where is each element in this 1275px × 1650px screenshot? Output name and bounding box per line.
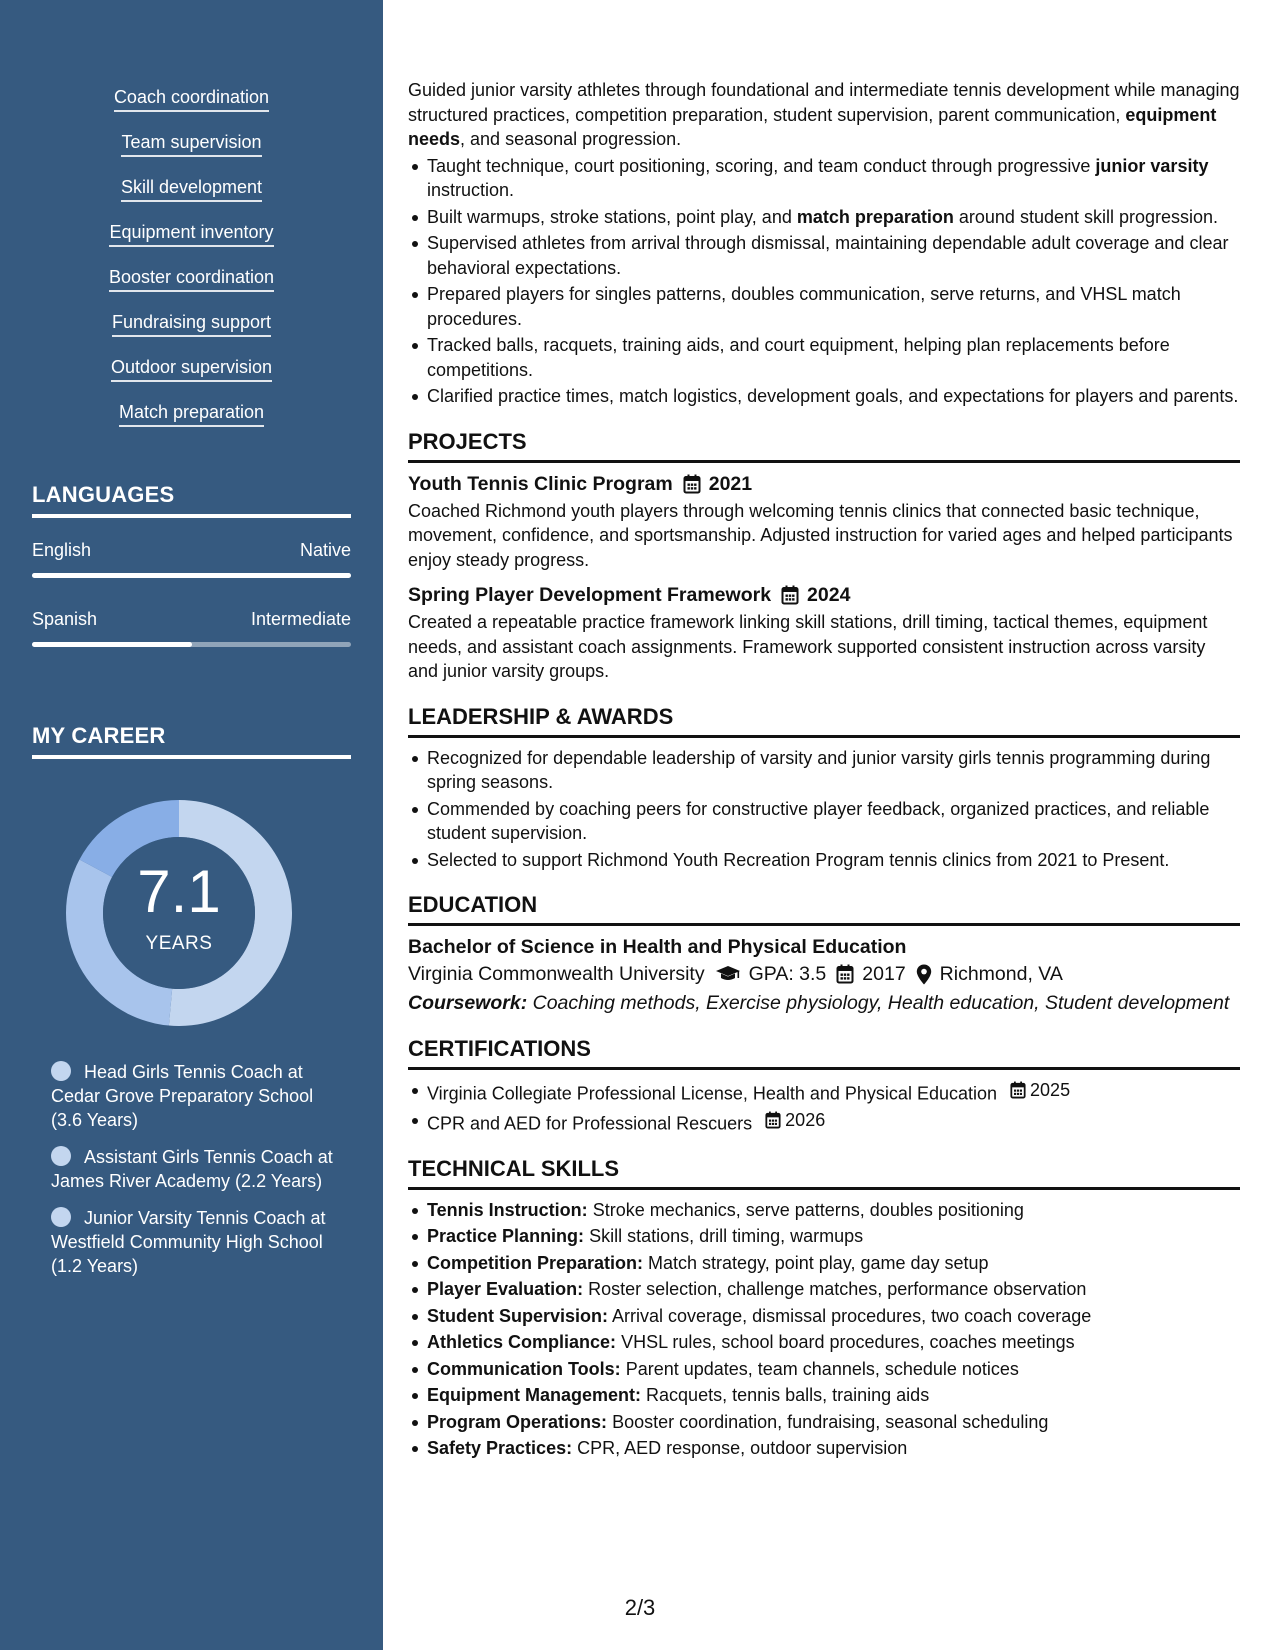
- project-year: 2024: [807, 584, 851, 606]
- projects-heading: PROJECTS: [408, 429, 1240, 463]
- technical-skill-item: [408, 1436, 1240, 1461]
- education-location: [916, 960, 1063, 988]
- technical-skills-list: [408, 1198, 1240, 1461]
- project-year: 2021: [708, 472, 753, 495]
- experience-intro-text: Guided junior varsity athletes through foundational and intermediate tennis development while managing structured practices, competition preparation, student supervision, parent communication,: [408, 80, 1240, 125]
- career-dot: [51, 1146, 71, 1166]
- graduation-cap-icon: [715, 965, 741, 983]
- gpa: [715, 960, 827, 988]
- bullet-text: Taught technique, court positioning, scoring, and team conduct through progressive: [427, 155, 1096, 176]
- bullet-bold: junior varsity: [1095, 155, 1209, 176]
- technical-skill-item: [408, 1357, 1240, 1382]
- career-dot: [51, 1061, 71, 1081]
- leadership-section: [408, 704, 1240, 873]
- coursework-label: Coursework:: [408, 992, 528, 1014]
- main-content: [408, 78, 1240, 1463]
- language-proficiency-bar: [32, 642, 351, 647]
- education-year: [836, 960, 905, 988]
- degree-title: [408, 934, 1240, 960]
- experience-bullets: [408, 154, 1240, 409]
- calendar-icon: [765, 1111, 781, 1129]
- project-title: Youth Tennis Clinic Program: [408, 472, 673, 495]
- experience-section: [408, 78, 1240, 409]
- leadership-heading: LEADERSHIP & AWARDS: [408, 704, 1240, 738]
- certification-year: 2026: [785, 1109, 826, 1130]
- skill-value: CPR, AED response, outdoor supervision: [577, 1438, 908, 1458]
- leadership-bullets: [408, 746, 1240, 873]
- skill-value: VHSL rules, school board procedures, coaches meetings: [621, 1332, 1075, 1352]
- calendar-icon: [836, 964, 854, 984]
- bullet-text: instruction.: [427, 180, 515, 200]
- skill-label: Communication Tools:: [427, 1358, 621, 1379]
- skill-value: Skill stations, drill timing, warmups: [589, 1226, 864, 1246]
- career-item: [51, 1145, 341, 1193]
- skill-label: Student Supervision:: [427, 1305, 609, 1326]
- skill-label: Competition Preparation:: [427, 1252, 644, 1273]
- bullet-bold: match preparation: [796, 206, 954, 227]
- certifications-list: [408, 1078, 1240, 1136]
- calendar-icon: [781, 585, 799, 605]
- experience-intro-bold: equipment needs: [408, 104, 1217, 149]
- certifications-section: [408, 1036, 1240, 1136]
- skill-value: Roster selection, challenge matches, performance observation: [588, 1279, 1087, 1299]
- language-name: Spanish: [32, 609, 98, 629]
- bullet-text: Prepared players for singles patterns, doubles communication, serve returns, and VHSL match procedures.: [427, 284, 1181, 329]
- bullet-text: Supervised athletes from arrival through dismissal, maintaining dependable adult coverage and clear behavioral expectations.: [427, 233, 1229, 278]
- technical-skill-item: [408, 1224, 1240, 1249]
- language-row: [32, 539, 351, 578]
- experience-bullet: [408, 333, 1240, 382]
- page-number: 2/3: [624, 1595, 656, 1620]
- certification-item: [408, 1078, 1240, 1106]
- project-date: [781, 582, 850, 608]
- project-description: Coached Richmond youth players through welcoming tennis clinics that connected basic technique, movement, confidence, and sportsmanship. Adjusted instruction for varied ages and helped participants enjoy steady progress.: [408, 500, 1233, 570]
- project-description: Created a repeatable practice framework linking skill stations, drill timing, tactical themes, equipment needs, and assistant coach assignments. Framework supported consistent instruction across varsity and junior varsity groups.: [408, 612, 1208, 681]
- coursework: [408, 991, 1240, 1016]
- language-proficiency-bar: [32, 573, 351, 578]
- skill-tag: Outdoor supervision: [111, 355, 272, 382]
- skill-value: Parent updates, team channels, schedule notices: [625, 1358, 1019, 1379]
- career-item-text: Assistant Girls Tennis Coach at James River Academy (2.2 Years): [51, 1147, 333, 1191]
- skill-tag: Match preparation: [119, 400, 264, 427]
- coursework-list: Coaching methods, Exercise physiology, Health education, Student development: [532, 992, 1230, 1014]
- skill-value: Racquets, tennis balls, training aids: [646, 1385, 930, 1405]
- technical-skill-item: [408, 1304, 1240, 1329]
- certification-name: CPR and AED for Professional Rescuers: [427, 1113, 753, 1133]
- certifications-heading: CERTIFICATIONS: [408, 1036, 1240, 1070]
- languages-heading: LANGUAGES: [32, 482, 351, 518]
- language-row: [32, 608, 351, 647]
- project-title-row: [408, 471, 1240, 497]
- skill-tag: Coach coordination: [114, 85, 269, 112]
- education-heading: EDUCATION: [408, 892, 1240, 926]
- career-donut-chart: [66, 800, 292, 1026]
- sidebar: [0, 0, 383, 1650]
- career-item-text: Head Girls Tennis Coach at Cedar Grove Preparatory School (3.6 Years): [51, 1062, 314, 1130]
- language-name: English: [32, 540, 92, 560]
- skill-tag: Fundraising support: [112, 310, 271, 337]
- career-total-unit: YEARS: [145, 933, 213, 954]
- education-location-value: Richmond, VA: [939, 963, 1063, 985]
- skill-label: Practice Planning:: [427, 1226, 585, 1246]
- bullet-text: Tracked balls, racquets, training aids, and court equipment, helping plan replacements before competitions.: [427, 335, 1170, 380]
- experience-bullet: [408, 205, 1240, 230]
- skill-label: Program Operations:: [427, 1411, 608, 1432]
- language-proficiency-fill: [32, 573, 351, 578]
- education-meta: [408, 960, 1240, 988]
- education-year-value: 2017: [862, 963, 906, 985]
- technical-skill-item: [408, 1410, 1240, 1435]
- experience-intro-text: , and seasonal progression.: [460, 129, 682, 149]
- skill-value: Booster coordination, fundraising, seasonal scheduling: [612, 1411, 1049, 1432]
- career-heading: MY CAREER: [32, 723, 351, 759]
- career-dot: [51, 1207, 71, 1227]
- certification-name: Virginia Collegiate Professional License, Health and Physical Education: [427, 1083, 998, 1104]
- project-title-row: [408, 582, 1240, 608]
- calendar-icon: [1010, 1081, 1026, 1099]
- school-name: Virginia Commonwealth University: [408, 963, 705, 985]
- certification-date: [1010, 1078, 1070, 1103]
- technical-skill-item: [408, 1330, 1240, 1355]
- certification-date: [765, 1108, 825, 1133]
- career-item: [51, 1206, 341, 1278]
- technical-skill-item: [408, 1251, 1240, 1276]
- skill-value: Match strategy, point play, game day setup: [648, 1252, 989, 1273]
- experience-bullet: [408, 282, 1240, 331]
- skill-label: Athletics Compliance:: [427, 1332, 617, 1352]
- certification-year: 2025: [1030, 1080, 1071, 1100]
- skill-value: Arrival coverage, dismissal procedures, two coach coverage: [612, 1305, 1092, 1326]
- technical-skill-item: [408, 1198, 1240, 1223]
- career-list: [51, 1060, 341, 1291]
- career-item-text: Junior Varsity Tennis Coach at Westfield Community High School (1.2 Years): [51, 1208, 326, 1276]
- leadership-bullet: Recognized for dependable leadership of varsity and junior varsity girls tennis programming during spring seasons.: [408, 746, 1240, 795]
- technical-skills-section: [408, 1156, 1240, 1461]
- bullet-text: Clarified practice times, match logistics, development goals, and expectations for players and parents.: [427, 386, 1239, 406]
- language-level: Intermediate: [250, 609, 351, 629]
- project-date: [683, 471, 752, 497]
- language-level: Native: [299, 540, 351, 560]
- location-pin-icon: [916, 964, 932, 985]
- technical-skill-item: [408, 1277, 1240, 1302]
- experience-bullet: [408, 231, 1240, 280]
- experience-intro: [408, 78, 1240, 152]
- leadership-bullet: Commended by coaching peers for constructive player feedback, organized practices, and reliable student supervision.: [408, 797, 1240, 846]
- skill-label: Player Evaluation:: [427, 1279, 584, 1299]
- skill-tag: Skill development: [121, 175, 262, 202]
- skill-tag: Equipment inventory: [109, 220, 273, 247]
- career-total-value: 7.1: [137, 858, 221, 925]
- skill-tag: Booster coordination: [109, 265, 274, 292]
- language-proficiency-fill: [32, 642, 192, 647]
- project-title: Spring Player Development Framework: [408, 584, 772, 606]
- skill-value: Stroke mechanics, serve patterns, doubles positioning: [592, 1199, 1024, 1220]
- bullet-text: around student skill progression.: [953, 206, 1219, 227]
- experience-bullet: [408, 154, 1240, 203]
- calendar-icon: [683, 474, 701, 494]
- degree-name: Bachelor of Science in Health and Physical Education: [408, 936, 907, 958]
- projects-section: [408, 429, 1240, 684]
- certification-item: [408, 1108, 1240, 1136]
- skill-tags: [0, 85, 383, 445]
- skill-label: Equipment Management:: [427, 1385, 642, 1405]
- gpa-value: GPA: 3.5: [748, 963, 827, 985]
- career-item: [51, 1060, 341, 1132]
- skill-label: Tennis Instruction:: [427, 1199, 588, 1220]
- skill-label: Safety Practices:: [427, 1438, 573, 1458]
- technical-skills-heading: TECHNICAL SKILLS: [408, 1156, 1240, 1190]
- leadership-bullet: Selected to support Richmond Youth Recreation Program tennis clinics from 2021 to Present.: [408, 848, 1240, 873]
- bullet-text: Built warmups, stroke stations, point play, and: [427, 206, 797, 227]
- skill-tag: Team supervision: [121, 130, 261, 157]
- education-section: [408, 892, 1240, 1016]
- technical-skill-item: [408, 1383, 1240, 1408]
- experience-bullet: [408, 384, 1240, 409]
